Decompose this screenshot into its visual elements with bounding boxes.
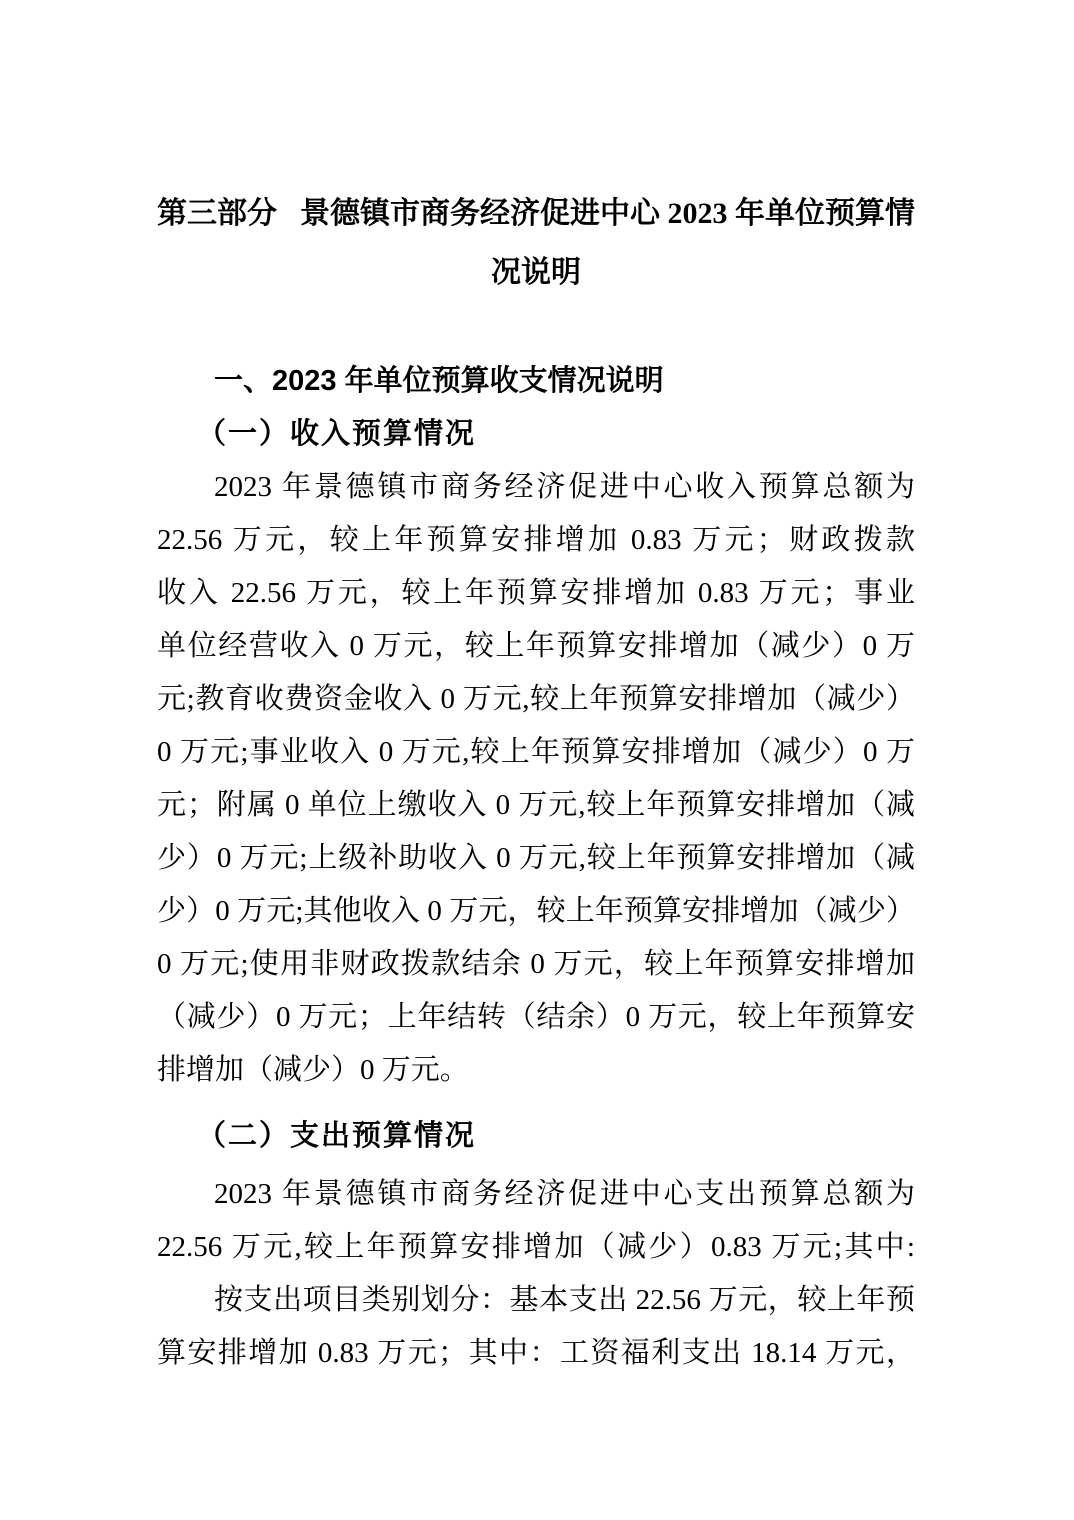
document-title-line-1 (157, 184, 915, 243)
subsection-heading-income: （一）收入预算情况 (197, 418, 477, 450)
paragraph-line: 单位经营收入 0 万元，较上年预算安排增加（减少）0 万 (157, 630, 915, 662)
income-paragraph (157, 461, 915, 1097)
section-heading-main: 一、2023 年单位预算收支情况说明 (214, 365, 664, 397)
paragraph-line: 2023 年景德镇市商务经济促进中心支出预算总额为 (214, 1178, 915, 1210)
paragraph-line: 按支出项目类别划分：基本支出 22.56 万元，较上年预 (214, 1284, 915, 1316)
title-part-text: 景德镇市商务经济促进中心 2023 年单位预算情 (300, 197, 915, 230)
paragraph-line: （减少）0 万元；上年结转（结余）0 万元，较上年预算安 (157, 1001, 915, 1033)
paragraph-line: 算安排增加 0.83 万元；其中：工资福利支出 18.14 万元， (157, 1337, 915, 1369)
paragraph-line: 少）0 万元;上级补助收入 0 万元,较上年预算安排增加（减 (157, 842, 915, 874)
paragraph-line: 0 万元;使用非财政拨款结余 0 万元，较上年预算安排增加 (157, 948, 915, 980)
document-title-line-2: 况说明 (491, 256, 581, 289)
title-part-label: 第三部分 (157, 197, 277, 230)
paragraph-line: 收入 22.56 万元，较上年预算安排增加 0.83 万元；事业 (157, 577, 915, 609)
paragraph-line: 22.56 万元,较上年预算安排增加（减少）0.83 万元;其中: (157, 1231, 915, 1263)
paragraph-line: 2023 年景德镇市商务经济促进中心收入预算总额为 (214, 471, 915, 503)
expense-paragraph-1 (157, 1168, 915, 1274)
expense-paragraph-2 (157, 1274, 915, 1380)
subsection-heading-expense: （二）支出预算情况 (197, 1120, 477, 1152)
paragraph-line: 元；附属 0 单位上缴收入 0 万元,较上年预算安排增加（减 (157, 789, 915, 821)
paragraph-line: 22.56 万元，较上年预算安排增加 0.83 万元；财政拨款 (157, 524, 915, 556)
paragraph-line: 元;教育收费资金收入 0 万元,较上年预算安排增加（减少） (157, 683, 915, 715)
paragraph-line: 少）0 万元;其他收入 0 万元，较上年预算安排增加（减少） (157, 895, 915, 927)
paragraph-line: 排增加（减少）0 万元。 (157, 1054, 469, 1086)
paragraph-line: 0 万元;事业收入 0 万元,较上年预算安排增加（减少）0 万 (157, 736, 915, 768)
